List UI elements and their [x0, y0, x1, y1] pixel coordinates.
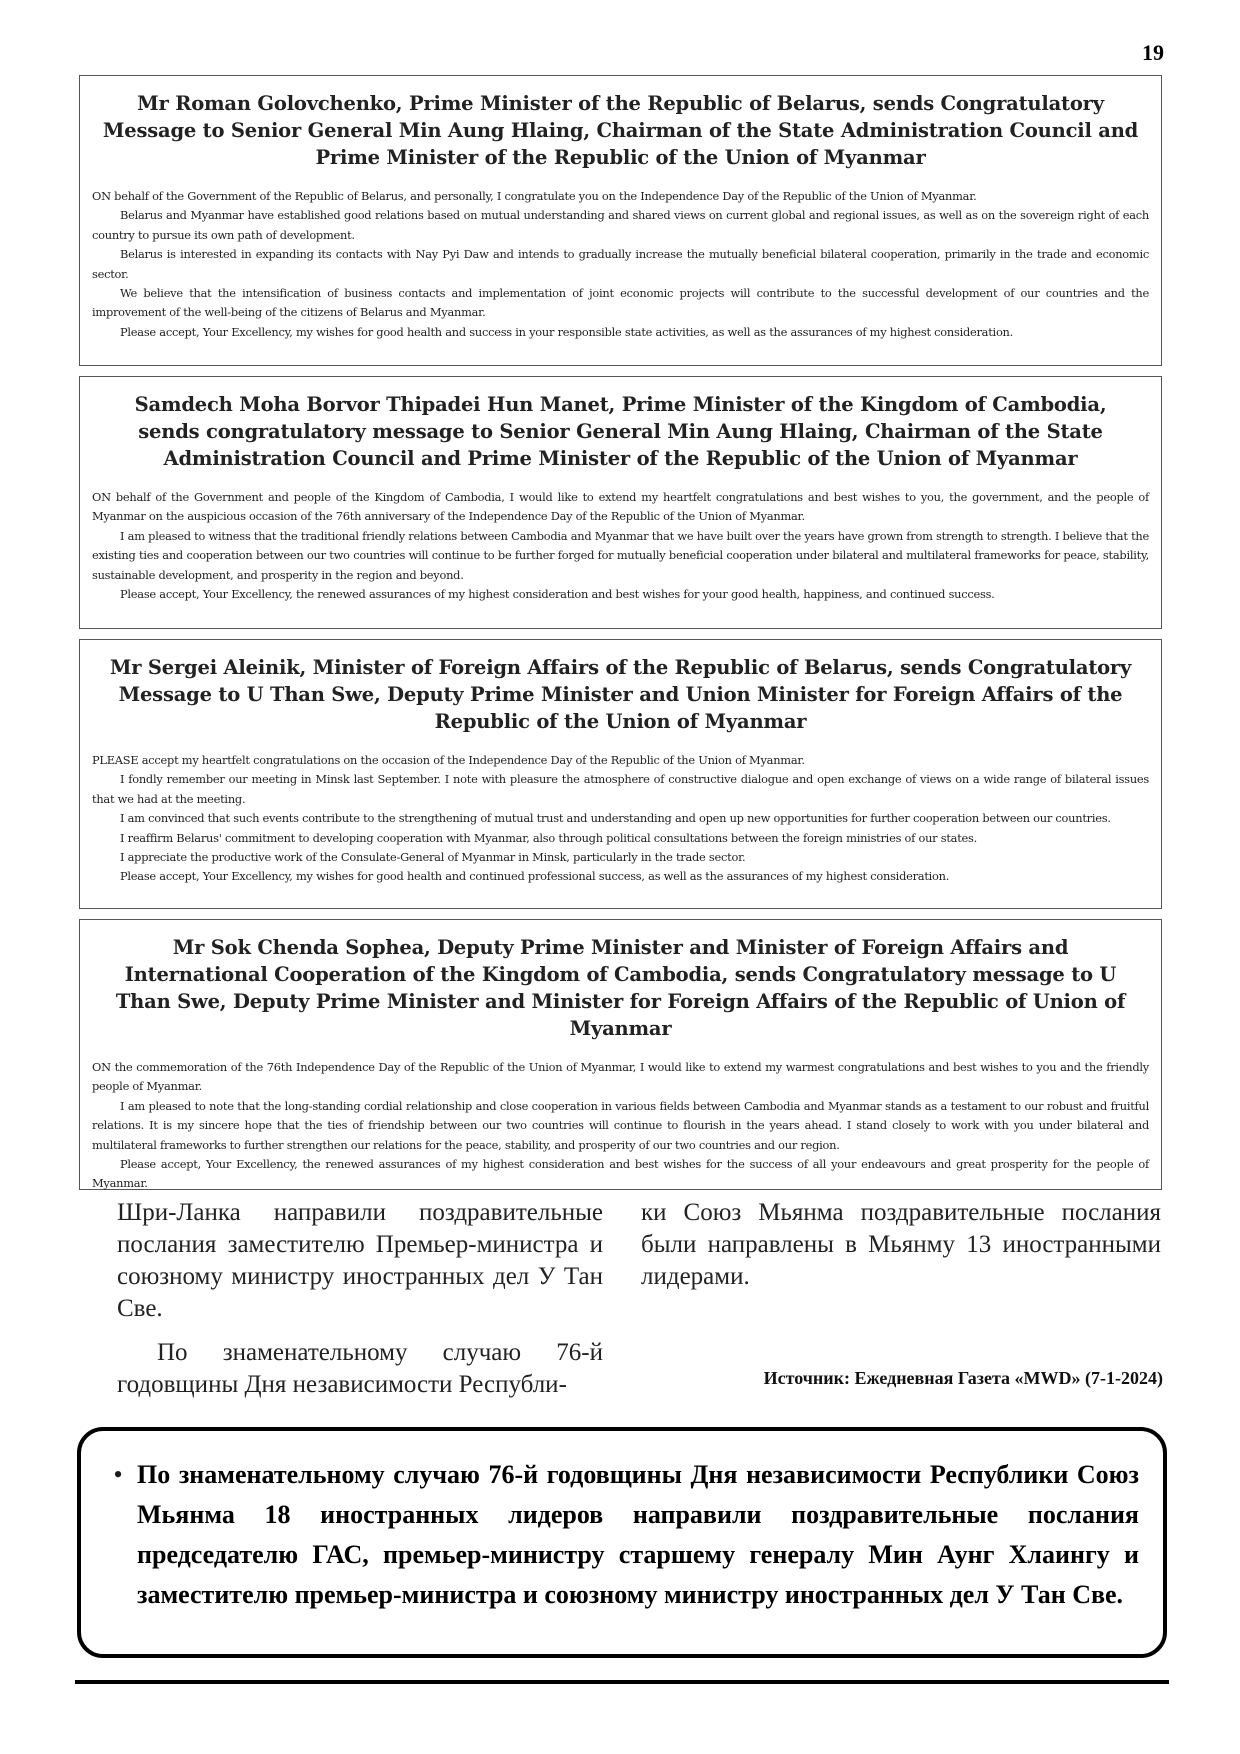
clipping-headline: Mr Sergei Aleinik, Minister of Foreign Affairs of the Republic of Belarus, sends Congratulatory Message to U Than Swe, Deputy Prime Minister and Union Minister for Foreign Affairs of the Republic of the Union of Myanmar [109, 656, 1132, 733]
clipping-paragraph: I fondly remember our meeting in Minsk last September. I note with pleasure the atmosphere of constructive dialogue and open exchange of views on a wide range of bilateral issues that we had at the meeting. [92, 772, 1149, 806]
bottom-divider [75, 1680, 1169, 1684]
clipping-paragraph: I appreciate the productive work of the Consulate-General of Myanmar in Minsk, particularly in the trade sector. [120, 850, 746, 865]
summary-box [77, 1427, 1167, 1658]
russian-text-left-column [117, 1197, 603, 1413]
page-number: 19 [1142, 40, 1164, 65]
clipping-paragraph: Belarus and Myanmar have established good relations based on mutual understanding and shared views on current global and regional issues, as well as on the sovereign right of each country to pursue its own path of development. [92, 208, 1149, 242]
clipping-paragraph: ON behalf of the Government and people of the Kingdom of Cambodia, I would like to extend my heartfelt congratulations and best wishes to you, the government, and the people of Myanmar on the auspicious occasion of the 76th anniversary of the Independence Day of the Republic of the Union of Myanmar. [92, 490, 1149, 524]
russian-paragraph: ки Союз Мьянма поздравительные послания были направлены в Мьянму 13 иностранными лидерами. [641, 1199, 1161, 1290]
clipping-paragraph: I am convinced that such events contribute to the strengthening of mutual trust and understanding and open up new opportunities for further cooperation between our countries. [120, 811, 1111, 826]
news-clipping-hun-manet [79, 376, 1162, 629]
clipping-paragraph: Please accept, Your Excellency, my wishes for good health and success in your responsible state activities, as well as the assurances of my highest consideration. [120, 324, 1014, 339]
clipping-body [92, 187, 1149, 342]
russian-paragraph: Шри-Ланка направили поздравительные послания заместителю Премьер-министра и союзному министру иностранных дел У Тан Све. [117, 1199, 603, 1322]
clipping-paragraph: PLEASE accept my heartfelt congratulations on the occasion of the Independence Day of the Republic of the Union of Myanmar. [92, 753, 805, 767]
russian-paragraph: По знаменательному случаю 76-й годовщины Дня независимости Республи- [117, 1339, 603, 1398]
clipping-body [92, 1058, 1149, 1194]
summary-item [99, 1455, 1139, 1615]
clipping-paragraph: I am pleased to note that the long-standing cordial relationship and close cooperation in various fields between Cambodia and Myanmar stands as a testament to our robust and fruitful relations. It is my sincere hope that the ties of friendship between our two countries will continue to flourish in the years ahead. I stand closely to work with you under bilateral and multilateral frameworks to further strengthen our relations for the peace, stability, and prosperity of our two countries and our region. [92, 1098, 1149, 1152]
bullet-icon: • [113, 1460, 123, 1489]
clipping-paragraph: Please accept, Your Excellency, my wishes for good health and continued professional success, as well as the assurances of my highest consideration. [120, 869, 950, 884]
clipping-headline: Samdech Moha Borvor Thipadei Hun Manet, Prime Minister of the Kingdom of Cambodia, sends congratulatory message to Senior General Min Aung Hlaing, Chairman of the State Administration Council and Prime Minister of the Republic of the Union of Myanmar [134, 393, 1107, 470]
clipping-paragraph: I am pleased to witness that the traditional friendly relations between Cambodia and Myanmar that we have built over the years have grown from strength to strength. I believe that the existing ties and cooperation between our two countries will continue to be further forged for mutually beneficial cooperation under bilateral and multilateral frameworks for peace, stability, sustainable development, and prosperity in the region and beyond. [92, 528, 1149, 582]
clipping-body [92, 751, 1149, 887]
clipping-paragraph: I reaffirm Belarus' commitment to developing cooperation with Myanmar, also through political consultations between the foreign ministries of our states. [120, 830, 977, 845]
clipping-paragraph: Please accept, Your Excellency, the renewed assurances of my highest consideration and best wishes for your good health, happiness, and continued success. [120, 587, 995, 602]
summary-text: По знаменательному случаю 76-й годовщины Дня независимости Республики Союз Мьянма 18 иностранных лидеров направили поздравительные послания председателю ГАС, премьер-министру старшему генералу Мин Аунг Хлаингу и заместителю премьер-министра и союзному министру иностранных дел У Тан Све. [137, 1460, 1139, 1609]
news-clipping-aleinik [79, 639, 1162, 909]
clipping-paragraph: Please accept, Your Excellency, the renewed assurances of my highest consideration and best wishes for the success of all your endeavours and great prosperity for the people of Myanmar. [92, 1157, 1149, 1191]
russian-text-right-column [641, 1197, 1161, 1305]
clipping-paragraph: Belarus is interested in expanding its contacts with Nay Pyi Daw and intends to gradually increase the mutually beneficial bilateral cooperation, primarily in the trade and economic sector. [92, 247, 1149, 281]
clipping-paragraph: ON the commemoration of the 76th Independence Day of the Republic of the Union of Myanmar, I would like to extend my warmest congratulations and best wishes to you and the friendly people of Myanmar. [92, 1060, 1149, 1094]
news-clipping-sok-chenda [79, 919, 1162, 1190]
clipping-headline: Mr Roman Golovchenko, Prime Minister of the Republic of Belarus, sends Congratulatory Message to Senior General Min Aung Hlaing, Chairman of the State Administration Council and Prime Minister of the Republic of the Union of Myanmar [102, 92, 1139, 169]
clipping-body [92, 488, 1149, 604]
clipping-paragraph: ON behalf of the Government of the Republic of Belarus, and personally, I congratulate you on the Independence Day of the Republic of the Union of Myanmar. [92, 189, 977, 203]
news-clipping-golovchenko [79, 75, 1162, 366]
clipping-paragraph: We believe that the intensification of business contacts and implementation of joint economic projects will contribute to the successful development of our countries and the improvement of the well-being of the citizens of Belarus and Myanmar. [92, 286, 1149, 320]
clipping-headline: Mr Sok Chenda Sophea, Deputy Prime Minister and Minister of Foreign Affairs and International Cooperation of the Kingdom of Cambodia, sends Congratulatory message to U Than Swe, Deputy Prime Minister and Minister for Foreign Affairs of the Republic of Union of Myanmar [115, 936, 1126, 1040]
source-citation: Источник: Ежедневная Газета «MWD» (7-1-2024) [763, 1368, 1163, 1388]
